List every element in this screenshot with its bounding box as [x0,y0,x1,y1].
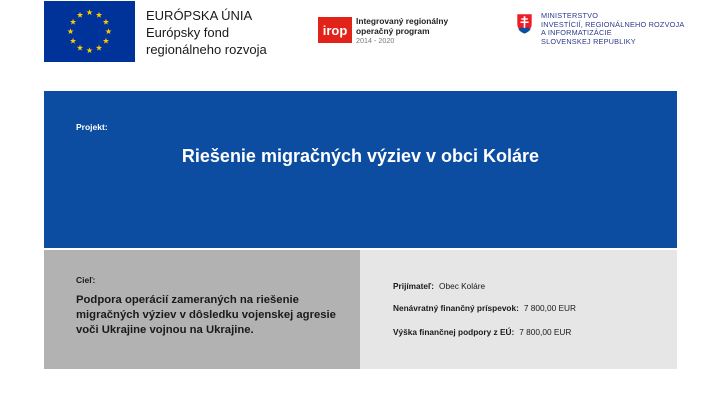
irop-text [356,16,448,46]
eu-fund-line-2: regionálneho rozvoja [146,42,267,57]
recipient-label: Prijímateľ: [393,281,435,291]
project-panel [44,91,677,248]
slovak-coat-of-arms-icon [516,13,533,35]
irop-logo-text: irop [322,23,348,38]
ministry-line-4: SLOVENSKEJ REPUBLIKY [541,36,636,46]
eu-fund-line: Európsky fond [146,25,230,40]
goal-text: Podpora operácií zameraných na riešenie migračných výziev v dôsledku vojenskej agresie voči Ukrajine vojnou na Ukrajine. [76,294,336,336]
ministry-text [541,12,684,46]
ministry-line-2: INVESTÍCIÍ, REGIONÁLNEHO ROZVOJA [541,19,685,29]
eu-support-row [393,327,571,337]
eu-support-label: Výška finančnej podpory z EÚ: [393,327,515,337]
goal-label: Cieľ: [76,275,96,285]
eu-flag-icon [44,1,135,62]
irop-logo [318,17,352,43]
eu-support-value: 7 800,00 EUR [519,327,572,337]
recipient-row [393,281,485,291]
grant-value: 7 800,00 EUR [523,303,577,313]
grant-row [393,303,576,313]
project-label: Projekt: [76,122,108,132]
irop-line-2: operačný program [356,26,430,36]
recipient-value: Obec Koláre [439,281,486,291]
grant-label: Nenávratný finančný príspevok: [393,303,519,313]
eu-logo-text [146,7,267,58]
irop-line-1: Integrovaný regionálny [356,16,449,26]
eu-title: EURÓPSKA ÚNIA [146,8,253,23]
ministry-line-3: A INFORMATIZÁCIE [541,28,612,38]
ministry-line-1: MINISTERSTVO [541,11,599,20]
project-title: Riešenie migračných výziev v obci Koláre [181,146,540,166]
irop-period: 2014 - 2020 [356,36,395,45]
